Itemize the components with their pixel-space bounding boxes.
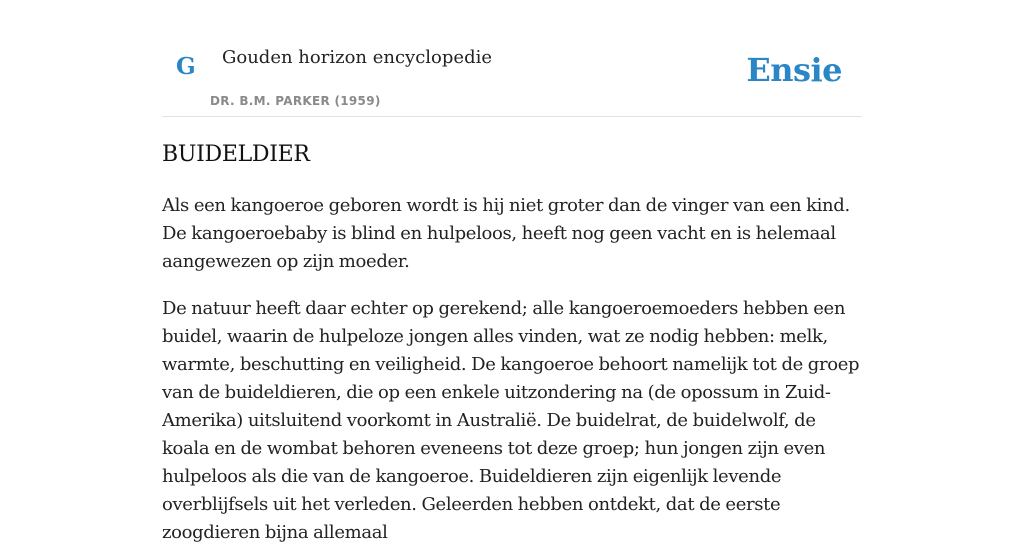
page-header: [162, 0, 862, 117]
article-paragraph: De natuur heeft daar echter op gerekend; alle kangoeroemoeders hebben een buidel, waarin de hulpeloze jongen alles vinden, wat ze nodig hebben: melk, warmte, beschutting en veiligheid. De kangoeroe behoort namelijk tot de groep van de buideldieren, die op een enkele uitzondering na (de opossum in Zuid-Amerika) uitsluitend voorkomt in Australië. De buidelrat, de buidelwolf, de koala en de wombat behoren eveneens tot deze groep; hun jongen zijn even hulpeloos als die van de kangoeroe. Buideldieren zijn eigenlijk levende overblijfsels uit het verleden. Geleerden hebben ontdekt, dat de eerste zoogdieren bijna allemaal: [162, 298, 860, 543]
publication-logo[interactable]: G: [176, 53, 196, 80]
article-body: [162, 140, 862, 547]
book-title-link[interactable]: Gouden horizon encyclopedie: [222, 47, 492, 68]
author-credit: DR. B.M. PARKER (1959): [210, 94, 381, 108]
article-paragraph: Als een kangoeroe geboren wordt is hij niet groter dan de vinger van een kind. De kangoeroebaby is blind en hulpeloos, heeft nog geen vacht en is helemaal aangewezen op zijn moeder.: [162, 195, 850, 272]
article-headword: BUIDELDIER: [162, 142, 310, 167]
ensie-brand-logo[interactable]: Ensie: [746, 51, 842, 89]
